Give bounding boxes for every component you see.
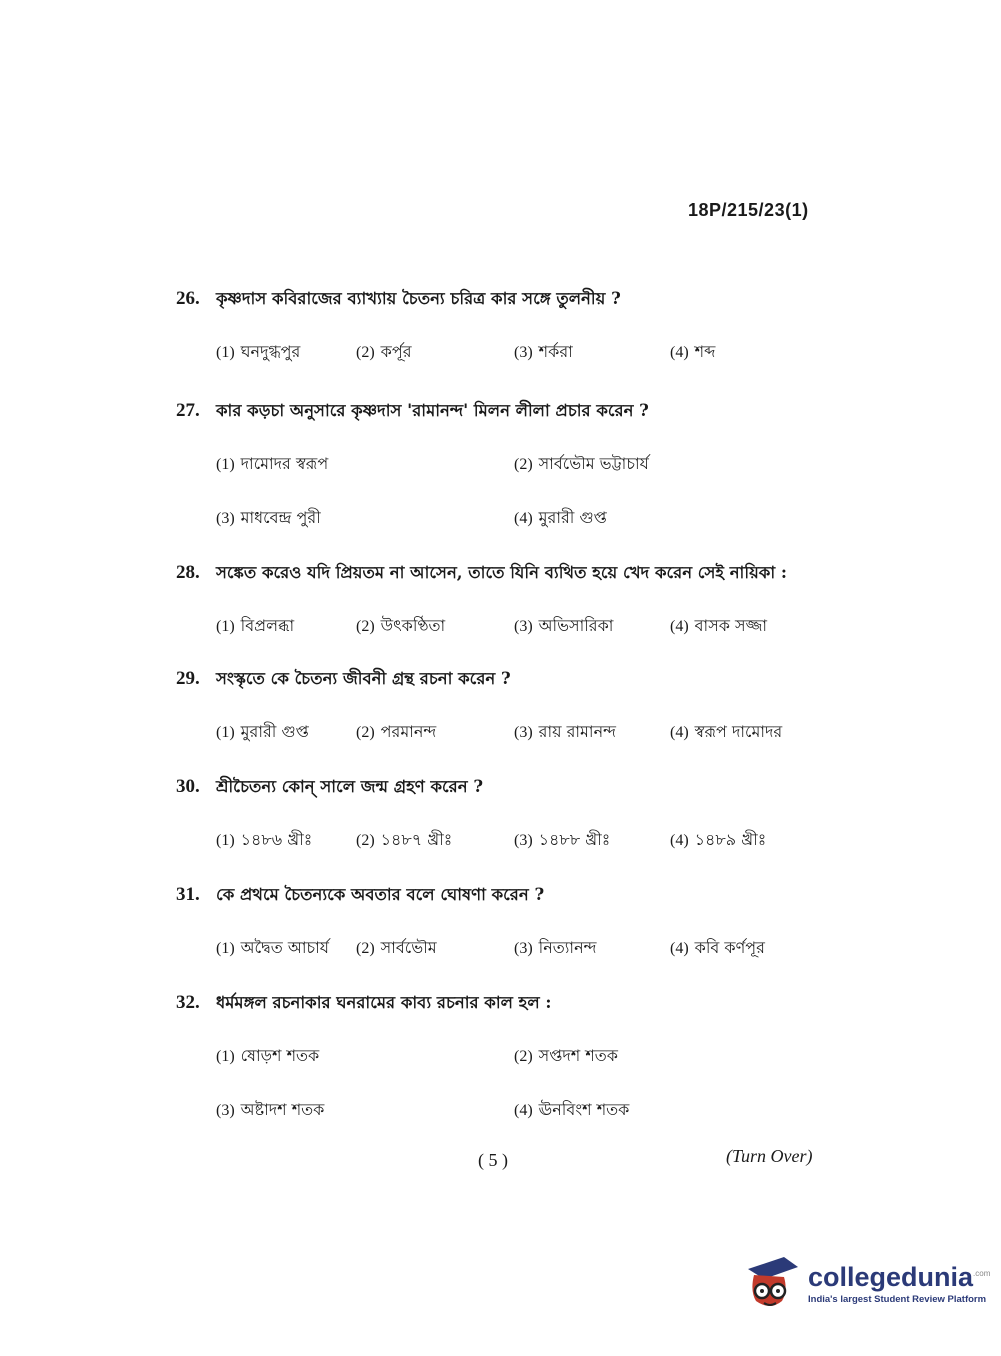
option-4: (4) শব্দ — [670, 342, 716, 361]
option-3: (3) ১৪৮৮ খ্রীঃ — [514, 830, 611, 849]
option-2: (2) ১৪৮৭ খ্রীঃ — [356, 830, 453, 849]
question-number: 29. — [176, 668, 200, 689]
question-26 — [176, 286, 936, 369]
question-27 — [176, 398, 936, 535]
question-number: 27. — [176, 400, 200, 421]
option-3: (3) অভিসারিকা — [514, 616, 614, 635]
option-4: (4) মুরারী গুপ্ত — [514, 508, 607, 527]
question-30 — [176, 774, 936, 857]
question-number: 30. — [176, 776, 200, 797]
question-text: শ্রীচৈতন্য কোন্ সালে জন্ম গ্রহণ করেন ? — [216, 777, 483, 796]
option-1: (1) ১৪৮৬ খ্রীঃ — [216, 830, 313, 849]
option-2: (2) সার্বভৌম — [356, 938, 437, 957]
option-4: (4) বাসক সজ্জা — [670, 616, 768, 635]
question-text: কৃষ্ণদাস কবিরাজের ব্যাখ্যায় চৈতন্য চরিত্র কার সঙ্গে তুলনীয় ? — [216, 289, 621, 308]
option-3: (3) মাধবেন্দ্র পুরী — [216, 508, 321, 527]
option-3: (3) নিত্যানন্দ — [514, 938, 597, 957]
option-3: (3) রায় রামানন্দ — [514, 722, 616, 741]
page-number: ( 5 ) — [478, 1150, 508, 1170]
question-28 — [176, 560, 936, 643]
option-2: (2) সপ্তদশ শতক — [514, 1046, 618, 1065]
option-1: (1) অদ্বৈত আচার্য — [216, 938, 329, 957]
option-1: (1) ঘনদুগ্ধপুর — [216, 342, 301, 361]
question-number: 28. — [176, 562, 200, 583]
option-4: (4) কবি কর্ণপূর — [670, 938, 765, 957]
question-text: কে প্রথমে চৈতন্যকে অবতার বলে ঘোষণা করেন ? — [216, 885, 545, 904]
collegedunia-watermark — [740, 1250, 991, 1314]
question-number: 26. — [176, 288, 200, 309]
question-text: কার কড়চা অনুসারে কৃষ্ণদাস 'রামানন্দ' মিলন লীলা প্রচার করেন ? — [216, 401, 649, 420]
turn-over-note: (Turn Over) — [726, 1146, 813, 1166]
option-4: (4) স্বরূপ দামোদর — [670, 722, 783, 741]
option-3: (3) অষ্টাদশ শতক — [216, 1100, 325, 1119]
paper-code: 18P/215/23(1) — [688, 200, 809, 220]
question-32 — [176, 990, 936, 1127]
mascot-logo-icon — [740, 1251, 802, 1313]
question-text: ধর্মমঙ্গল রচনাকার ঘনরামের কাব্য রচনার কাল হল : — [216, 993, 552, 1012]
question-text: সংস্কৃতে কে চৈতন্য জীবনী গ্রন্থ রচনা করেন ? — [216, 669, 511, 688]
brand-name: collegedunia$^{.com}$ — [808, 1261, 991, 1292]
option-1: (1) মুরারী গুপ্ত — [216, 722, 309, 741]
brand-tagline: India's largest Student Review Platform — [808, 1293, 987, 1305]
option-4: (4) ১৪৮৯ খ্রীঃ — [670, 830, 767, 849]
option-2: (2) কর্পূর — [356, 342, 412, 361]
question-29 — [176, 666, 936, 749]
question-text: সঙ্কেত করেও যদি প্রিয়তম না আসেন, তাতে যিনি ব্যথিত হয়ে খেদ করেন সেই নায়িকা : — [216, 563, 787, 582]
option-1: (1) দামোদর স্বরূপ — [216, 454, 329, 473]
option-1: (1) বিপ্রলব্ধা — [216, 616, 295, 635]
question-number: 31. — [176, 884, 200, 905]
option-2: (2) পরমানন্দ — [356, 722, 437, 741]
option-3: (3) শর্করা — [514, 342, 573, 361]
option-4: (4) ঊনবিংশ শতক — [514, 1100, 630, 1119]
option-2: (2) উৎকণ্ঠিতা — [356, 616, 446, 635]
question-31 — [176, 882, 936, 965]
question-number: 32. — [176, 992, 200, 1013]
option-1: (1) ষোড়শ শতক — [216, 1046, 320, 1065]
option-2: (2) সার্বভৌম ভট্টাচার্য — [514, 454, 649, 473]
